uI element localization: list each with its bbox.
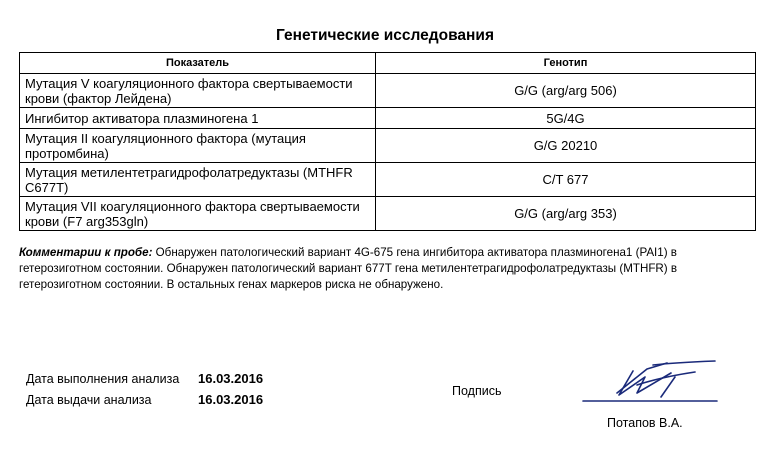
- signature-label: Подпись: [452, 384, 502, 398]
- table-row: [20, 108, 756, 129]
- indicator-cell: Мутация V коагуляционного фактора свертываемости крови (фактор Лейдена): [20, 74, 376, 108]
- signer-name: Потапов В.А.: [607, 416, 683, 430]
- handwritten-signature: [575, 357, 725, 409]
- issued-date-label: Дата выдачи анализа: [26, 392, 152, 407]
- genotype-cell: C/T 677: [376, 163, 756, 197]
- page-title: Генетические исследования: [276, 27, 494, 44]
- indicator-cell: Мутация VII коагуляционного фактора свертываемости крови (F7 arg353gln): [20, 197, 376, 231]
- genotype-cell: G/G 20210: [376, 129, 756, 163]
- dates-block: [26, 368, 263, 410]
- table-row: [20, 74, 756, 108]
- indicator-cell: Ингибитор активатора плазминогена 1: [20, 108, 376, 129]
- performed-date-label: Дата выполнения анализа: [26, 371, 180, 386]
- table-header-row: [20, 53, 756, 74]
- genotype-cell: G/G (arg/arg 353): [376, 197, 756, 231]
- table-row: [20, 129, 756, 163]
- issued-date-value: 16.03.2016: [198, 392, 264, 407]
- indicator-cell: Мутация II коагуляционного фактора (мутация протромбина): [20, 129, 376, 163]
- indicator-cell: Мутация метилентетрагидрофолатредуктазы (MTHFR C677T): [20, 163, 376, 197]
- header-genotype: Генотип: [376, 53, 756, 74]
- comments-text: Обнаружен патологический вариант 4G-675 гена ингибитора активатора плазминогена1 (PAI1) в гетерозиготном состоянии. Обнаружен патологический вариант 677T гена метилентетрагидрофолатредуктазы (MTHFR) в гетерозиготном состоянии. В остальных генах маркеров риска не обнаружено.: [19, 246, 678, 291]
- table-row: [20, 197, 756, 231]
- comments-label: Комментарии к пробе:: [19, 246, 153, 259]
- results-table: [19, 52, 756, 231]
- genotype-cell: G/G (arg/arg 506): [376, 74, 756, 108]
- sample-comments: [19, 245, 759, 293]
- performed-date-value: 16.03.2016: [198, 371, 264, 386]
- issued-date-row: [26, 389, 263, 410]
- performed-date-row: [26, 368, 263, 389]
- table-row: [20, 163, 756, 197]
- genotype-cell: 5G/4G: [376, 108, 756, 129]
- header-indicator: Показатель: [20, 53, 376, 74]
